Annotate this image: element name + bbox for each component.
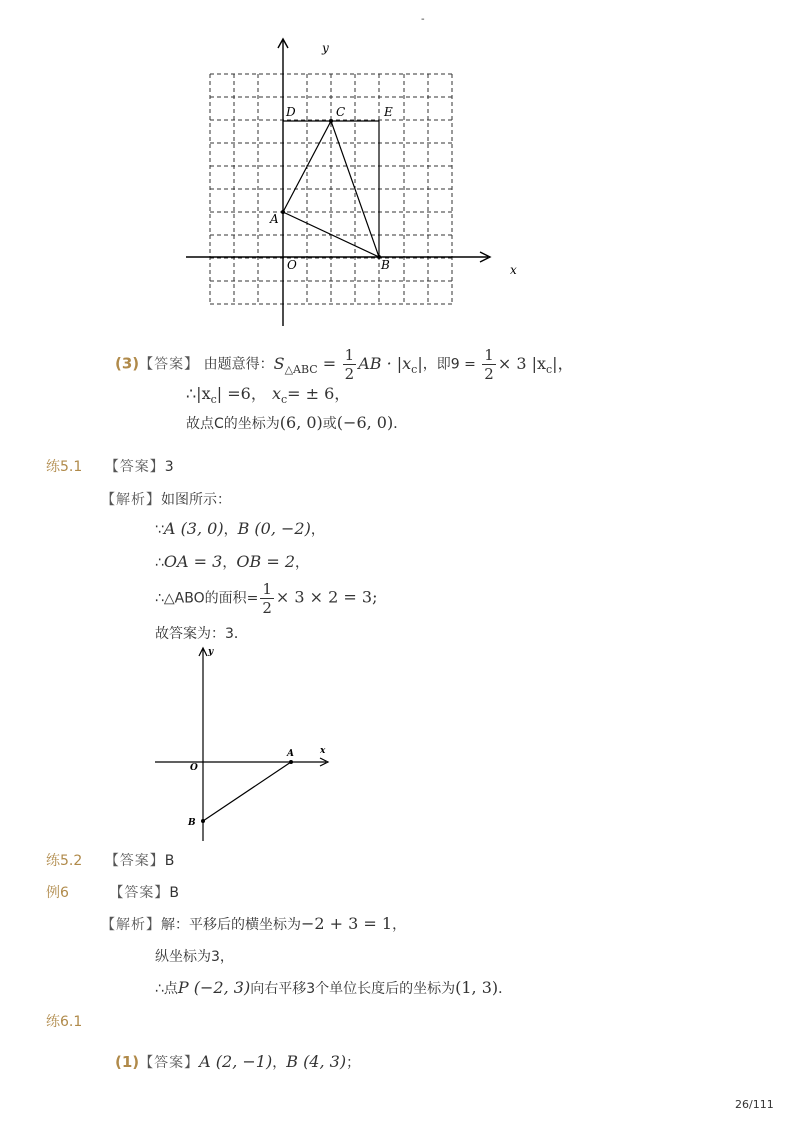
coordinate-figure bbox=[150, 645, 340, 845]
part3-line3: 故点C的坐标为(6, 0)或(−6, 0)． bbox=[186, 413, 408, 432]
ex6-line1: 【解析】解：平移后的横坐标为−2 + 3 = 1， bbox=[101, 914, 407, 933]
grid-figure bbox=[180, 36, 520, 332]
segment-ab bbox=[203, 762, 291, 821]
ex51-line4: 故答案为：3． bbox=[155, 626, 248, 642]
ex6-heading: 例6 【答案】B bbox=[46, 885, 179, 901]
ex52-answer: B bbox=[164, 853, 175, 869]
fig2-label-o: O bbox=[190, 763, 198, 773]
ex6-line2: 纵坐标为3， bbox=[155, 949, 234, 965]
fig2-label-y: y bbox=[208, 647, 214, 657]
ex61-line1: (1)【答案】A (2, −1)，B (4, 3)； bbox=[115, 1052, 361, 1071]
fig1-label-o: O bbox=[287, 258, 297, 272]
fig2-label-x: x bbox=[320, 746, 326, 756]
ex61-heading bbox=[46, 1011, 82, 1031]
header-mark: - bbox=[421, 14, 425, 25]
fig1-label-y: y bbox=[322, 41, 329, 55]
answer-tag: 【答案】 bbox=[139, 356, 200, 373]
ex52-label: 练5.2 bbox=[46, 853, 83, 869]
ex51-line2: ∴OA = 3，OB = 2， bbox=[155, 552, 309, 571]
part3-line1: (3)【答案】 由题意得：$S_{\triangle ABC}$ = $\frac{1}{2}$ AB · $|x_c|$，即9 = $\frac{1}{2}$ × 3 $|x_c|$， bbox=[115, 346, 574, 383]
part3-line2: $\therefore|x_c| =6$， $x_c= \pm 6$， bbox=[186, 384, 351, 407]
fig1-label-d: D bbox=[286, 105, 296, 119]
ex51-analysis-intro: 【解析】如图所示： bbox=[101, 492, 231, 508]
fig1-label-e: E bbox=[384, 105, 393, 119]
dashed-grid bbox=[210, 74, 452, 304]
part3-number: (3) bbox=[115, 354, 140, 373]
fig2-label-b: B bbox=[188, 818, 196, 828]
fig1-label-c: C bbox=[336, 105, 346, 119]
ex52-heading: 练5.2 【答案】B bbox=[46, 853, 175, 869]
ex51-label: 练5.1 bbox=[46, 459, 83, 475]
page-number: 26/111 bbox=[735, 1098, 774, 1111]
ex61-label: 练6.1 bbox=[46, 1014, 83, 1030]
fig1-label-x: x bbox=[510, 263, 517, 277]
fig1-label-a: A bbox=[270, 212, 279, 226]
ex51-line3: ∴△ABO的面积= $\frac{1}{2}$ × 3 × 2 = 3; bbox=[155, 580, 378, 617]
ex6-answer: B bbox=[169, 885, 179, 901]
ex6-line3: ∴点P (−2, 3)向右平移3个单位长度后的坐标为(1, 3)． bbox=[155, 978, 513, 997]
ex51-heading: 练5.1 【答案】3 bbox=[46, 459, 174, 475]
ex6-label: 例6 bbox=[46, 885, 69, 901]
ex51-answer: 3 bbox=[164, 459, 174, 475]
ex51-line1: ∵A (3, 0)，B (0, −2)， bbox=[155, 519, 325, 538]
fig2-label-a: A bbox=[287, 749, 294, 759]
fig1-label-b: B bbox=[381, 258, 390, 272]
